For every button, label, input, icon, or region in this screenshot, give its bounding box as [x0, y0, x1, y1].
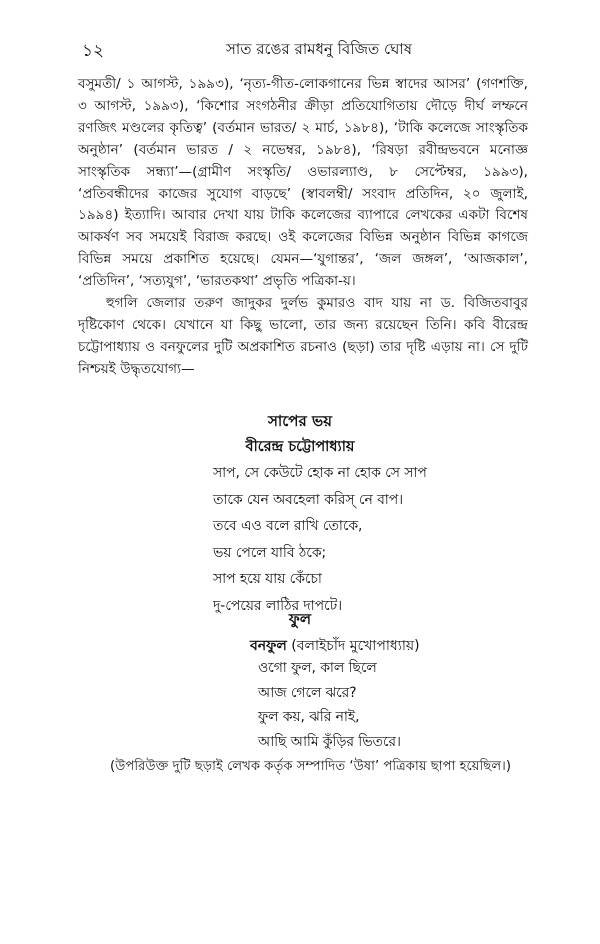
- poem-line: ভয় পেলে যাবি ঠকে;: [213, 544, 327, 561]
- poem-lines: [258, 656, 401, 754]
- footnote: (উপরিউক্ত দুটি ছড়াই লেখক কর্তৃক সম্পাদিত ‘উষা’ পত্রিকায় ছাপা হয়েছিল।): [110, 759, 512, 774]
- poem-author-real-name: (বলাইচাঁদ মুখোপাধ্যায়): [291, 638, 420, 654]
- poem-line: আছি আমি কুঁড়ির ভিতরে।: [258, 733, 401, 750]
- paragraph: হুগলি জেলার তরুণ জাদুকর দুর্লভ কুমারও বাদ যায় না ড. বিজিতবাবুর দৃষ্টিকোণ থেকে। যেখানে যা কিছু ভালো, তার জন্য রয়েছেন তিনি। কবি বীরেন্দ্র চট্টোপাধ্যায় ও বনফুলের দুটি অপ্রকাশিত রচনাও (ছড়া) তার দৃষ্টি এড়ায় না। সে দুটি নিশ্চয়ই উদ্ধৃতযোগ্য—: [78, 295, 528, 377]
- poem-line: ওগো ফুল, কাল ছিলে: [258, 660, 377, 676]
- poem-line: ফুল কয়, ঝরি নাই,: [258, 709, 360, 725]
- poem-lines: [213, 460, 427, 619]
- running-title: সাত রঙের রামধনু বিজিত ঘোষ: [226, 40, 412, 58]
- page-number: ১২: [82, 41, 105, 61]
- poem-title: ফুল: [288, 610, 312, 628]
- poem-line: দু-পেয়ের লাঠির দাপটে।: [213, 597, 343, 614]
- poem-author-name: বনফুল: [250, 638, 287, 654]
- poem-author: বীরেন্দ্র চট্টোপাধ্যায়: [245, 439, 355, 455]
- poem-line: তবে এও বলে রাখি তোকে,: [213, 518, 363, 534]
- paragraph: বসুমতী/ ১ আগস্ট, ১৯৯৩), ‘নৃত্য-গীত-লোকগানের ভিন্ন স্বাদের আসর’ (গণশক্তি, ৩ আগস্ট, ১৯৯৩), ‘কিশোর সংগঠনীর ক্রীড়া প্রতিযোগিতায় দৌড়ে দীর্ঘ লম্ফনে রণজিৎ মণ্ডলের কৃতিত্ব’ (বর্তমান ভারত/ ২ মার্চ, ১৯৮৪), ‘টাকি কলেজে সাংস্কৃতিক অনুষ্ঠান’ (বর্তমান ভারত / ২ নভেম্বর, ১৯৮৪), ‘রিষড়া রবীন্দ্রভবনে মনোজ্ঞ সাংস্কৃতিক সন্ধ্যা’—(গ্রামীণ সংস্কৃতি/ ওভারল্যাণ্ড, ৮ সেপ্টেম্বর, ১৯৯৩), ‘প্রতিবন্ধীদের কাজের সুযোগ বাড়ছে’ (স্বাবলম্বী/ সংবাদ প্রতিদিন, ২০ জুলাই, ১৯৯৪) ইত্যাদি। আবার দেখা যায় টাকি কলেজের ব্যাপারে লেখকের একটা বিশেষ আকর্ষণ সব সময়েই বিরাজ করছে। ওই কলেজের বিভিন্ন অনুষ্ঠান বিভিন্ন কাগজে বিভিন্ন সময়ে প্রকাশিত হয়েছে। যেমন—‘যুগান্তর’, ‘জল জঙ্গল’, ‘আজকাল’, ‘প্রতিদিন’, ‘সত্যযুগ’, ‘ভারতকথা’ প্রভৃতি পত্রিকা-য়।: [78, 76, 528, 290]
- poem-title: সাপের ভয়: [268, 412, 332, 430]
- page-header: [78, 38, 548, 64]
- poem-line: আজ গেলে ঝরে?: [258, 684, 357, 701]
- poem-author: [250, 634, 420, 658]
- poem-line: তাকে যেন অবহেলা করিস্‌ নে বাপ।: [213, 491, 404, 508]
- poem-line: সাপ, সে কেউটে হোক না হোক সে সাপ: [213, 465, 427, 481]
- body-text: [78, 74, 528, 381]
- poem-line: সাপ হয়ে যায় কেঁচো: [213, 571, 322, 587]
